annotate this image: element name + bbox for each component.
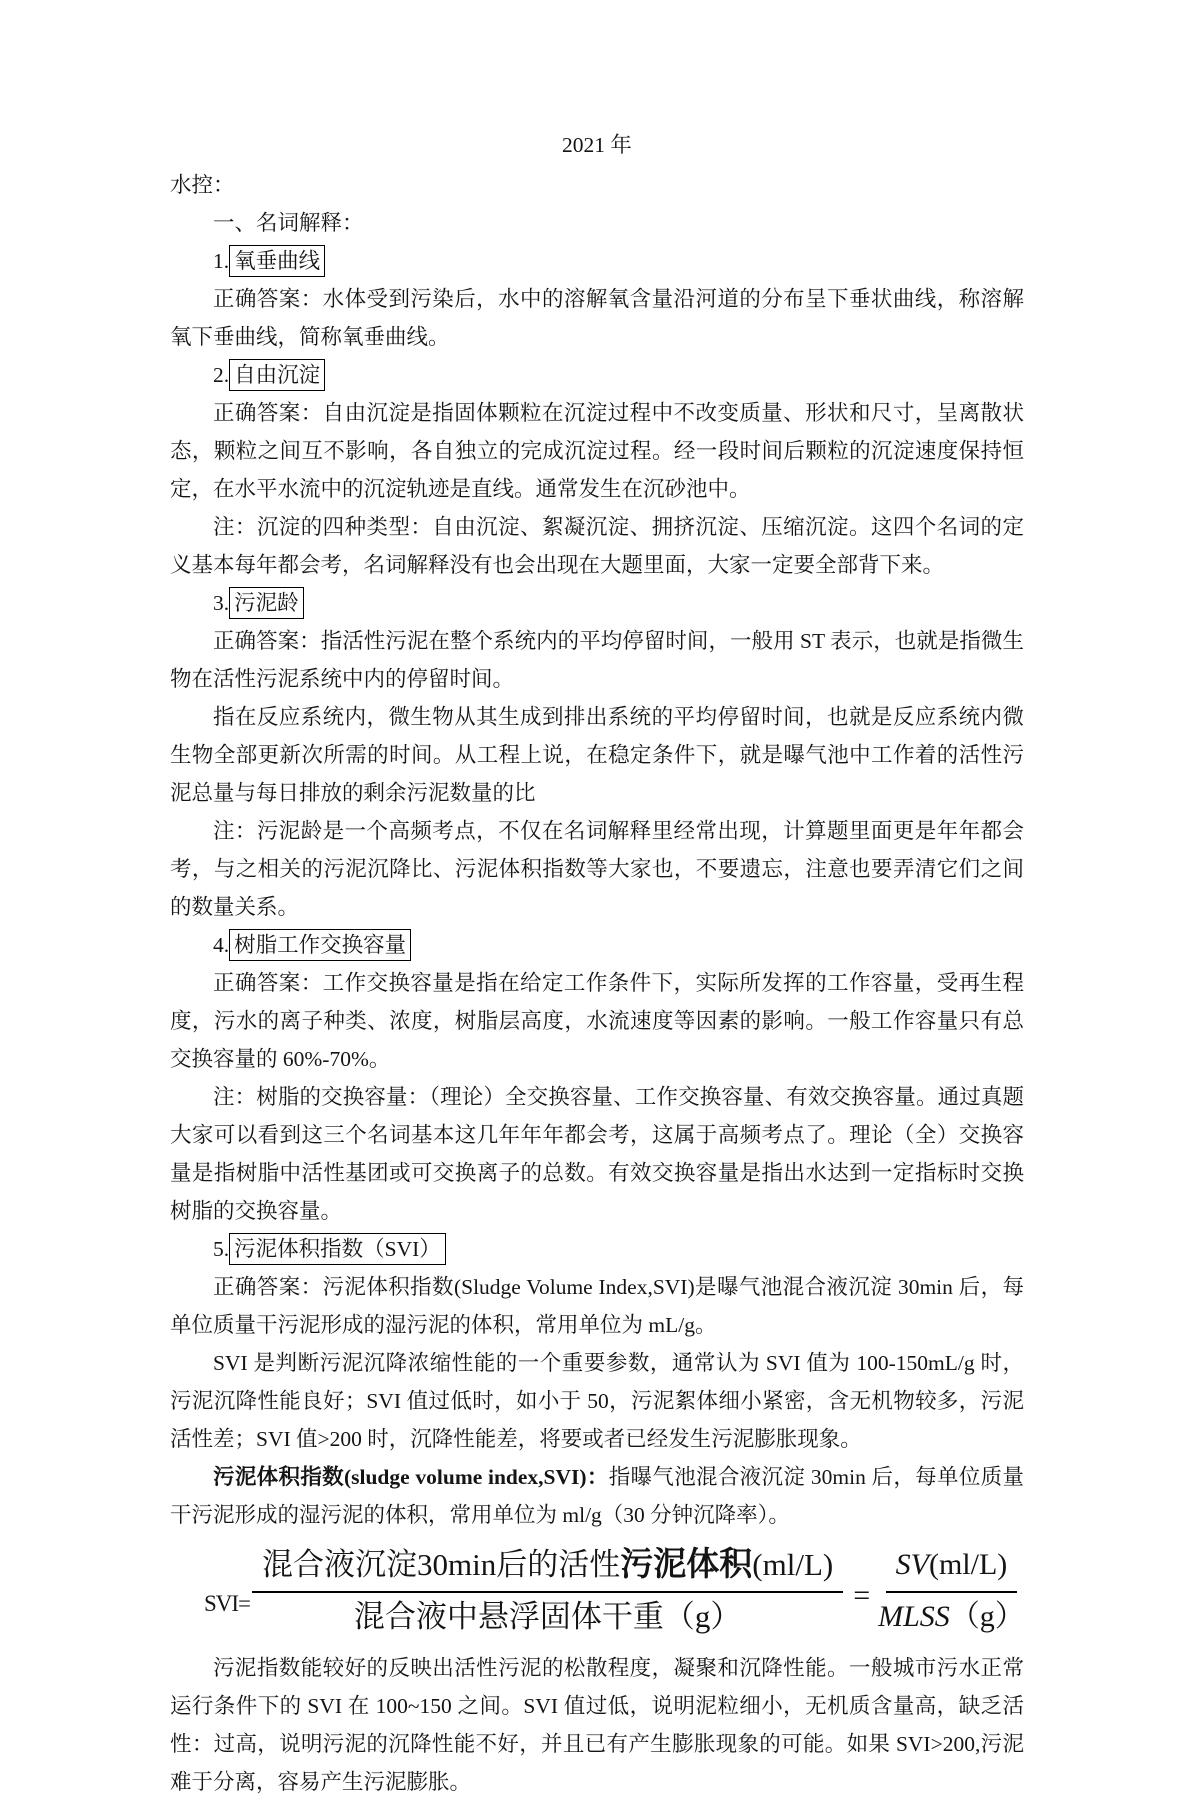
note-paragraph-2: 注：沉淀的四种类型：自由沉淀、絮凝沉淀、拥挤沉淀、压缩沉淀。这四个名词的定义基本每年都会考，名词解释没有也会出现在大题里面，大家一定要全部背下来。 <box>170 515 1024 577</box>
formula-rhs-fraction <box>878 1545 1025 1637</box>
term-item-1 <box>170 242 1024 280</box>
numerator-text: 混合液沉淀30min后的活性 <box>262 1547 621 1582</box>
formula-main-numerator <box>252 1544 843 1593</box>
answer-paragraph-3b: 指在反应系统内，微生物从其生成到排出系统的平均停留时间，也就是反应系统内微生物全部更新次所需的时间。从工程上说，在稳定条件下，就是曝气池中工作着的活性污泥总量与每日排放的剩余污泥数量的比 <box>170 705 1024 805</box>
term-box-sludge-age: 污泥龄 <box>229 587 304 619</box>
svi-definition-lead: 污泥体积指数(sludge volume index,SVI)： <box>213 1465 609 1489</box>
answer-paragraph-5: 正确答案：污泥体积指数(Sludge Volume Index,SVI)是曝气池混合液沉淀 30min 后，每单位质量干污泥形成的湿污泥的体积，常用单位为 mL/g。 <box>170 1275 1024 1337</box>
answer-paragraph-3: 正确答案：指活性污泥在整个系统内的平均停留时间，一般用 ST 表示，也就是指微生物在活性污泥系统中内的停留时间。 <box>170 629 1024 691</box>
term-box-sludge-volume-index: 污泥体积指数（SVI） <box>229 1233 446 1265</box>
answer-paragraph-4: 正确答案：工作交换容量是指在给定工作条件下，实际所发挥的工作容量，受再生程度，污水的离子种类、浓度，树脂层高度，水流速度等因素的影响。一般工作容量只有总交换容量的 60%-70%。 <box>170 971 1024 1071</box>
formula-rhs-denominator <box>878 1593 1025 1637</box>
term-number: 5. <box>213 1237 230 1261</box>
subject-label: 水控： <box>170 173 235 197</box>
term-item-3 <box>170 584 1024 622</box>
page-title: 2021 年 <box>562 133 632 157</box>
term-box-resin-working-exchange-capacity: 树脂工作交换容量 <box>229 929 411 961</box>
formula-lhs-label: SVI= <box>204 1590 251 1616</box>
formula-equals-sign: = <box>853 1578 871 1612</box>
numerator-bold-text: 污泥体积 <box>620 1545 753 1582</box>
term-item-2 <box>170 356 1024 394</box>
rhs-numerator-variable: SV <box>895 1547 929 1581</box>
closing-paragraph: 污泥指数能较好的反映出活性污泥的松散程度，凝聚和沉降性能。一般城市污水正常运行条件下的 SVI 在 100~150 之间。SVI 值过低，说明泥粒细小，无机质含量高，缺乏活性：过高，说明污泥的沉降性能不好，并且已有产生膨胀现象的可能。如果 SVI>200,污泥难于分离，容易产生污泥膨胀。 <box>170 1656 1024 1794</box>
answer-paragraph-1: 正确答案：水体受到污染后，水中的溶解氧含量沿河道的分布呈下垂状曲线，称溶解氧下垂曲线，简称氧垂曲线。 <box>170 287 1024 349</box>
rhs-denominator-unit: （g） <box>949 1599 1025 1633</box>
numerator-unit: (ml/L) <box>752 1547 834 1582</box>
svi-definition-paragraph <box>170 1458 1024 1534</box>
note-paragraph-3: 注：污泥龄是一个高频考点，不仅在名词解释里经常出现，计算题里面更是年年都会考，与之相关的污泥沉降比、污泥体积指数等大家也，不要遗忘，注意也要弄清它们之间的数量关系。 <box>170 819 1024 919</box>
term-item-4 <box>170 926 1024 964</box>
svi-definition-rest: 指曝气池混合液沉淀 30min 后，每单位质量干污泥形成的湿污泥的体积，常用单位为 ml/g（30 分钟沉降率）。 <box>170 1465 1024 1527</box>
formula-main-fraction <box>252 1544 843 1637</box>
term-box-oxygen-sag-curve: 氧垂曲线 <box>229 245 325 277</box>
term-box-free-settling: 自由沉淀 <box>229 359 325 391</box>
term-number: 1. <box>213 249 230 273</box>
section-heading: 一、名词解释： <box>213 211 364 235</box>
answer-paragraph-2: 正确答案：自由沉淀是指固体颗粒在沉淀过程中不改变质量、形状和尺寸，呈离散状态，颗粒之间互不影响，各自独立的完成沉淀过程。经一段时间后颗粒的沉淀速度保持恒定，在水平水流中的沉淀轨迹是直线。通常发生在沉砂池中。 <box>170 401 1024 501</box>
term-number: 3. <box>213 591 230 615</box>
note-paragraph-4: 注：树脂的交换容量：（理论）全交换容量、工作交换容量、有效交换容量。通过真题大家可以看到这三个名词基本这几年年年都会考，这属于高频考点了。理论（全）交换容量是指树脂中活性基团或可交换离子的总数。有效交换容量是指出水达到一定指标时交换树脂的交换容量。 <box>170 1085 1024 1223</box>
formula-rhs-numerator <box>886 1545 1018 1593</box>
formula-main-denominator: 混合液中悬浮固体干重（g） <box>353 1599 742 1634</box>
svi-explanation-paragraph: SVI 是判断污泥沉降浓缩性能的一个重要参数，通常认为 SVI 值为 100-150mL/g 时，污泥沉降性能良好；SVI 值过低时，如小于 50，污泥絮体细小紧密，含无机物较多，污泥活性差；SVI 值>200 时，沉降性能差，将要或者已经发生污泥膨胀现象。 <box>170 1351 1024 1451</box>
term-number: 4. <box>213 933 230 957</box>
term-number: 2. <box>213 363 230 387</box>
svi-formula <box>170 1544 1024 1637</box>
term-item-5 <box>170 1230 1024 1268</box>
rhs-denominator-variable: MLSS <box>878 1599 950 1633</box>
rhs-numerator-unit: (ml/L) <box>928 1547 1008 1581</box>
